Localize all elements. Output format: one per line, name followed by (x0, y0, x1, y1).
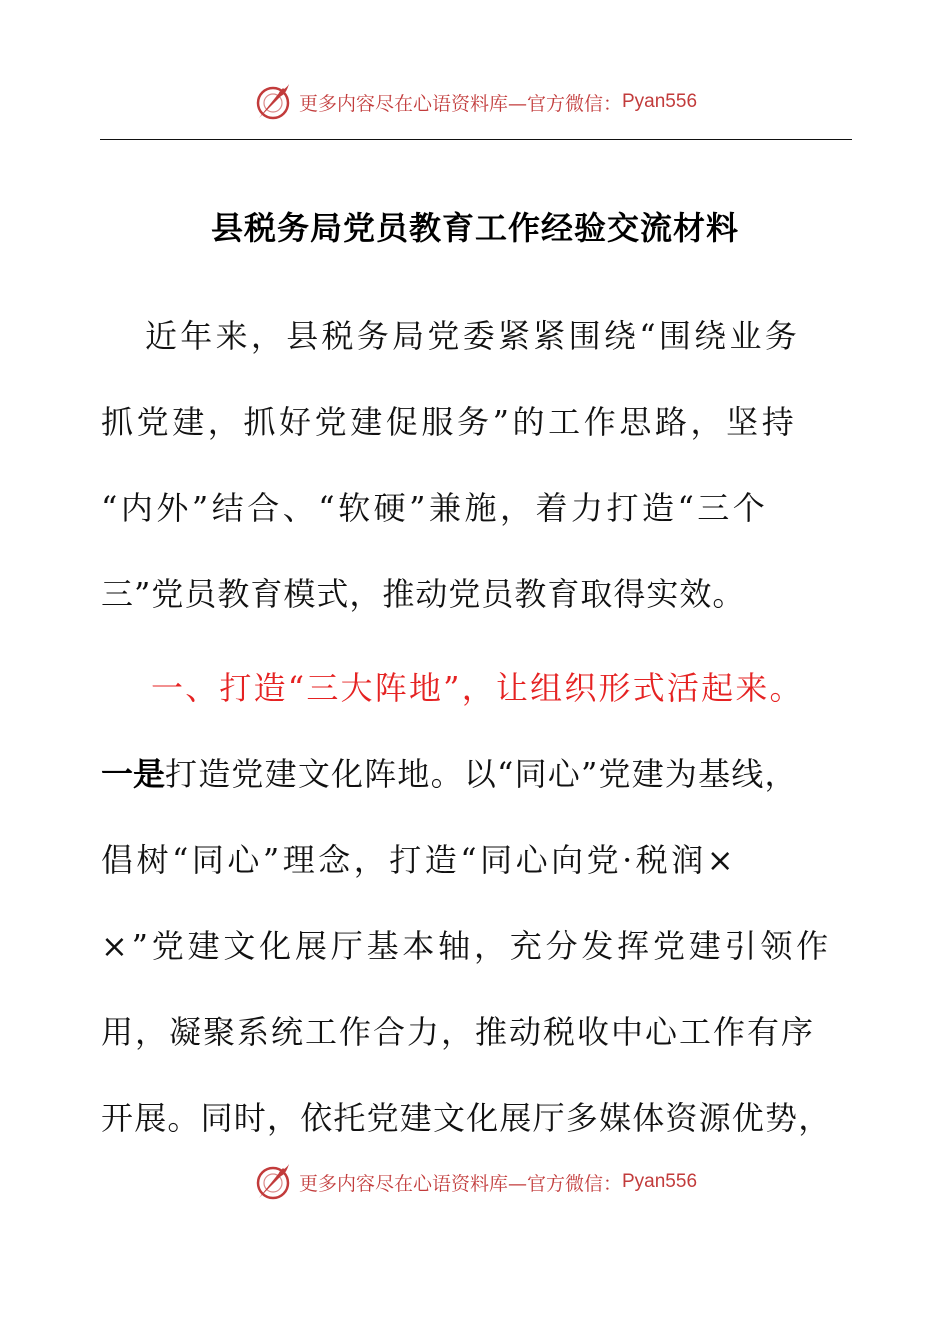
paragraph2-line-text: 打造党建文化阵地。以“同心”党建为基线， (165, 755, 798, 793)
paragraph1-line (101, 483, 851, 533)
paragraph2-line-text: 开展。同时，依托党建文化展厅多媒体资源优势， (101, 1099, 832, 1137)
quill-logo-icon (253, 1162, 293, 1202)
paragraph2-line-text: ×”党建文化展厅基本轴，充分发挥党建引领作 (101, 927, 832, 965)
paragraph2-line (101, 921, 851, 971)
header-divider (100, 139, 852, 140)
paragraph1-line-text: 三”党员教育模式，推动党员教育取得实效。 (101, 575, 746, 613)
watermark-wechat-id: Pyan556 (622, 1171, 698, 1192)
paragraph1-line (101, 569, 851, 619)
paragraph2-line (101, 1007, 851, 1057)
section-heading (101, 663, 851, 713)
paragraph2-line (101, 749, 851, 799)
paragraph1-line-text: “内外”结合、“软硬”兼施，着力打造“三个 (101, 489, 769, 527)
paragraph1-line-text: 近年来，县税务局党委紧紧围绕“围绕业务 (145, 317, 801, 355)
paragraph1-line (101, 397, 851, 447)
paragraph2-line-text: 倡树“同心”理念，打造“同心向党·税润× (101, 841, 738, 879)
paragraph1-line-text: 抓党建，抓好党建促服务”的工作思路，坚持 (101, 403, 798, 441)
header-watermark (0, 80, 950, 124)
paragraph1-line (101, 311, 851, 361)
paragraph2-line-text: 用，凝聚系统工作合力，推动税收中心工作有序 (101, 1013, 816, 1051)
document-title: 县税务局党员教育工作经验交流材料 (210, 209, 739, 247)
watermark-text: 更多内容尽在心语资料库—官方微信： (298, 1172, 622, 1195)
watermark-text: 更多内容尽在心语资料库—官方微信： (298, 92, 622, 115)
paragraph2-line (101, 835, 851, 885)
footer-watermark (0, 1160, 950, 1204)
paragraph2-lead: 一是 (101, 755, 166, 793)
paragraph2-line (101, 1093, 851, 1143)
quill-logo-icon (253, 82, 293, 122)
watermark-wechat-id: Pyan556 (622, 91, 698, 112)
section-heading-text: 一、打造“三大阵地”，让组织形式活起来。 (151, 669, 804, 707)
